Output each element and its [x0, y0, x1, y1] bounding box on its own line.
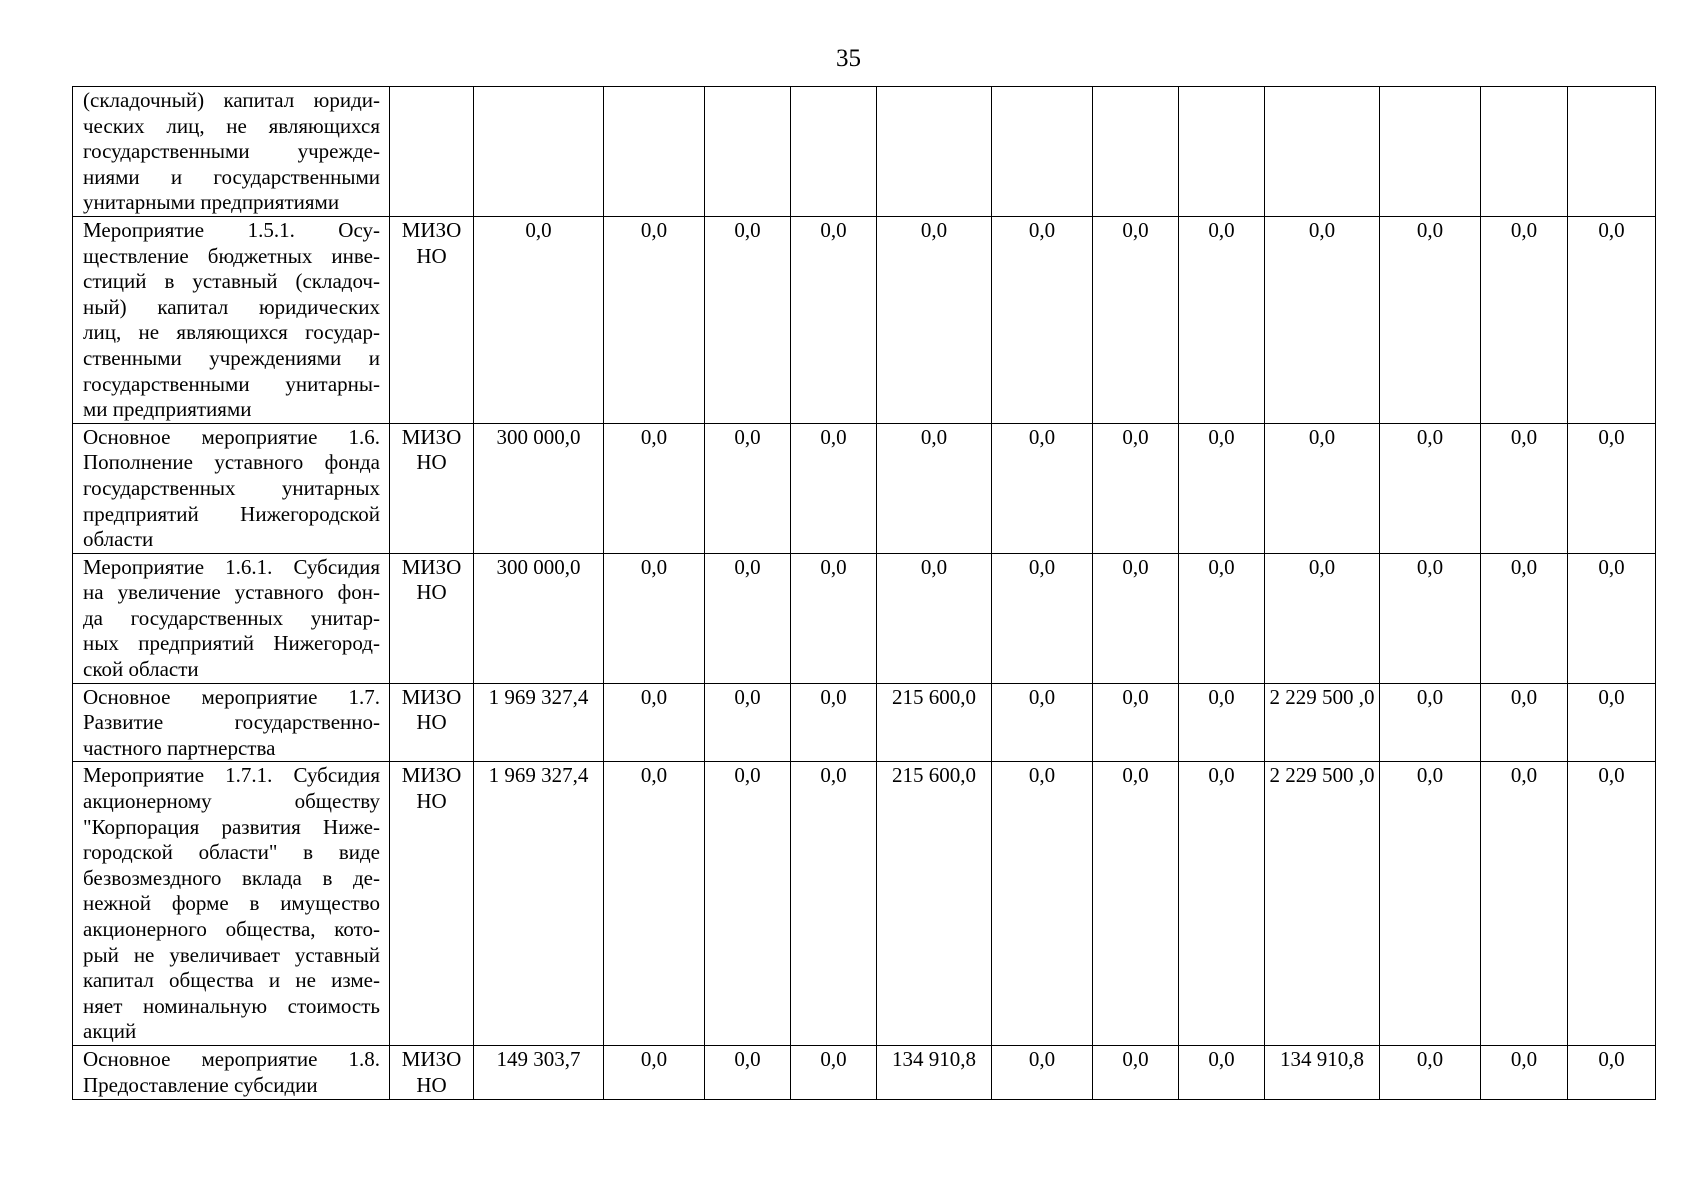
description-line: ственными учреждениями и	[83, 345, 380, 370]
value-cell: 0,0	[604, 1046, 705, 1099]
value-cell: 0,0	[705, 216, 791, 423]
description-line: стиций в уставный (складоч-	[83, 269, 380, 294]
description-line: ный) капитал юридических	[83, 294, 380, 319]
description-line: предприятий Нижегородской	[83, 501, 380, 526]
value-cell: 0,0	[1179, 1046, 1265, 1099]
value-cell: 0,0	[1568, 1046, 1656, 1099]
description-line: ской области	[83, 657, 199, 682]
row-executor: МИЗО НО	[390, 1046, 474, 1099]
value-cell	[1568, 87, 1656, 217]
value-cell: 300 000,0	[474, 553, 604, 683]
description-line: унитарными предприятиями	[83, 190, 340, 215]
value-cell	[604, 87, 705, 217]
value-cell: 215 600,0	[877, 762, 992, 1046]
description-line: безвозмездного вклада в де-	[83, 865, 380, 890]
value-cell: 0,0	[791, 683, 877, 762]
value-cell	[877, 87, 992, 217]
value-cell: 215 600,0	[877, 683, 992, 762]
value-cell: 0,0	[1093, 762, 1179, 1046]
value-cell	[474, 87, 604, 217]
value-cell: 0,0	[877, 423, 992, 553]
table-row	[73, 762, 1656, 1046]
value-cell: 0,0	[1481, 216, 1568, 423]
value-cell: 0,0	[1481, 553, 1568, 683]
value-cell: 300 000,0	[474, 423, 604, 553]
description-line: ми предприятиями	[83, 397, 252, 422]
value-cell	[1380, 87, 1481, 217]
value-cell: 0,0	[992, 216, 1093, 423]
description-line: лиц, не являющихся государ-	[83, 320, 380, 345]
value-cell: 0,0	[1179, 216, 1265, 423]
value-cell: 0,0	[1380, 423, 1481, 553]
value-cell: 0,0	[705, 762, 791, 1046]
value-cell: 0,0	[1380, 553, 1481, 683]
description-line: нежной форме в имущество	[83, 891, 380, 916]
table-body	[73, 87, 1656, 1100]
description-line: ниями и государственными	[83, 164, 380, 189]
row-description	[73, 423, 390, 553]
description-line: Предоставление субсидии	[83, 1073, 318, 1098]
value-cell	[1179, 87, 1265, 217]
value-cell: 0,0	[1380, 683, 1481, 762]
description-line: государственными учрежде-	[83, 139, 380, 164]
row-description	[73, 216, 390, 423]
description-line: государственными унитарны-	[83, 371, 380, 396]
description-line: "Корпорация развития Ниже-	[83, 814, 380, 839]
description-line: Развитие государственно-	[83, 710, 380, 735]
value-cell: 0,0	[1093, 683, 1179, 762]
description-line: Мероприятие 1.6.1. Субсидия	[83, 554, 380, 579]
description-line: няет номинальную стоимость	[83, 993, 380, 1018]
description-line: (складочный) капитал юриди-	[83, 88, 380, 112]
description-line: Пополнение уставного фонда	[83, 450, 380, 475]
value-cell: 0,0	[1265, 216, 1380, 423]
table-row	[73, 1046, 1656, 1099]
row-executor: МИЗО НО	[390, 683, 474, 762]
value-cell	[992, 87, 1093, 217]
value-cell: 0,0	[1093, 1046, 1179, 1099]
value-cell: 0,0	[474, 216, 604, 423]
value-cell: 149 303,7	[474, 1046, 604, 1099]
value-cell: 2 229 500 ,0	[1265, 683, 1380, 762]
value-cell	[1093, 87, 1179, 217]
value-cell: 0,0	[1179, 423, 1265, 553]
row-executor: МИЗО НО	[390, 423, 474, 553]
value-cell	[705, 87, 791, 217]
value-cell	[1265, 87, 1380, 217]
value-cell: 0,0	[604, 216, 705, 423]
table-row	[73, 553, 1656, 683]
description-line: ческих лиц, не являющихся	[83, 113, 380, 138]
value-cell: 0,0	[1265, 553, 1380, 683]
description-line: частного партнерства	[83, 735, 276, 760]
value-cell: 0,0	[992, 553, 1093, 683]
description-line: акционерного общества, кото-	[83, 917, 380, 941]
description-line: акционерному обществу	[83, 789, 380, 814]
description-line: городской области" в виде	[83, 840, 380, 865]
value-cell: 0,0	[1179, 683, 1265, 762]
value-cell: 0,0	[1265, 423, 1380, 553]
value-cell: 0,0	[705, 423, 791, 553]
value-cell: 0,0	[1093, 553, 1179, 683]
description-line: ных предприятий Нижегород-	[83, 631, 380, 656]
value-cell: 0,0	[791, 423, 877, 553]
page-number: 35	[836, 45, 861, 72]
description-line: ществление бюджетных инве-	[83, 243, 380, 268]
value-cell: 0,0	[1093, 423, 1179, 553]
value-cell: 0,0	[1568, 683, 1656, 762]
value-cell	[1481, 87, 1568, 217]
row-executor: МИЗО НО	[390, 762, 474, 1046]
value-cell: 0,0	[604, 423, 705, 553]
value-cell: 0,0	[705, 553, 791, 683]
value-cell: 0,0	[992, 683, 1093, 762]
value-cell: 0,0	[1481, 423, 1568, 553]
value-cell: 0,0	[1380, 216, 1481, 423]
value-cell: 0,0	[877, 553, 992, 683]
budget-table	[72, 86, 1656, 1100]
row-description	[73, 553, 390, 683]
value-cell: 0,0	[604, 762, 705, 1046]
value-cell: 0,0	[877, 216, 992, 423]
value-cell: 0,0	[791, 762, 877, 1046]
value-cell: 0,0	[791, 1046, 877, 1099]
value-cell: 0,0	[604, 553, 705, 683]
description-line: государственных унитарных	[83, 475, 380, 500]
description-line: акций	[83, 1019, 137, 1044]
description-line: Основное мероприятие 1.7.	[83, 684, 380, 709]
value-cell: 0,0	[705, 1046, 791, 1099]
value-cell: 2 229 500 ,0	[1265, 762, 1380, 1046]
table-row	[73, 423, 1656, 553]
description-line: рый не увеличивает уставный	[83, 942, 380, 967]
value-cell: 0,0	[1568, 423, 1656, 553]
row-description	[73, 683, 390, 762]
value-cell: 134 910,8	[1265, 1046, 1380, 1099]
description-line: Основное мероприятие 1.6.	[83, 424, 380, 449]
value-cell: 0,0	[791, 216, 877, 423]
value-cell: 0,0	[992, 1046, 1093, 1099]
value-cell: 0,0	[1568, 216, 1656, 423]
description-line: Мероприятие 1.7.1. Субсидия	[83, 763, 380, 788]
value-cell: 1 969 327,4	[474, 762, 604, 1046]
description-line: капитал общества и не изме-	[83, 968, 380, 993]
row-executor	[390, 87, 474, 217]
row-executor: МИЗО НО	[390, 216, 474, 423]
row-executor: МИЗО НО	[390, 553, 474, 683]
value-cell: 0,0	[992, 762, 1093, 1046]
value-cell: 1 969 327,4	[474, 683, 604, 762]
value-cell: 134 910,8	[877, 1046, 992, 1099]
value-cell	[791, 87, 877, 217]
description-line: на увеличение уставного фон-	[83, 580, 380, 605]
value-cell: 0,0	[1481, 683, 1568, 762]
value-cell: 0,0	[1568, 553, 1656, 683]
row-description	[73, 1046, 390, 1099]
description-line: Мероприятие 1.5.1. Осу-	[83, 217, 380, 242]
value-cell: 0,0	[1380, 762, 1481, 1046]
row-description	[73, 762, 390, 1046]
value-cell: 0,0	[1093, 216, 1179, 423]
value-cell: 0,0	[1481, 1046, 1568, 1099]
value-cell: 0,0	[604, 683, 705, 762]
description-line: области	[83, 527, 154, 552]
table-row	[73, 683, 1656, 762]
row-description	[73, 87, 390, 217]
table-row	[73, 216, 1656, 423]
value-cell: 0,0	[1179, 553, 1265, 683]
value-cell: 0,0	[705, 683, 791, 762]
description-line: Основное мероприятие 1.8.	[83, 1047, 380, 1072]
value-cell: 0,0	[791, 553, 877, 683]
value-cell: 0,0	[992, 423, 1093, 553]
description-line: да государственных унитар-	[83, 605, 380, 630]
value-cell: 0,0	[1568, 762, 1656, 1046]
table-row	[73, 87, 1656, 217]
value-cell: 0,0	[1481, 762, 1568, 1046]
value-cell: 0,0	[1380, 1046, 1481, 1099]
value-cell: 0,0	[1179, 762, 1265, 1046]
